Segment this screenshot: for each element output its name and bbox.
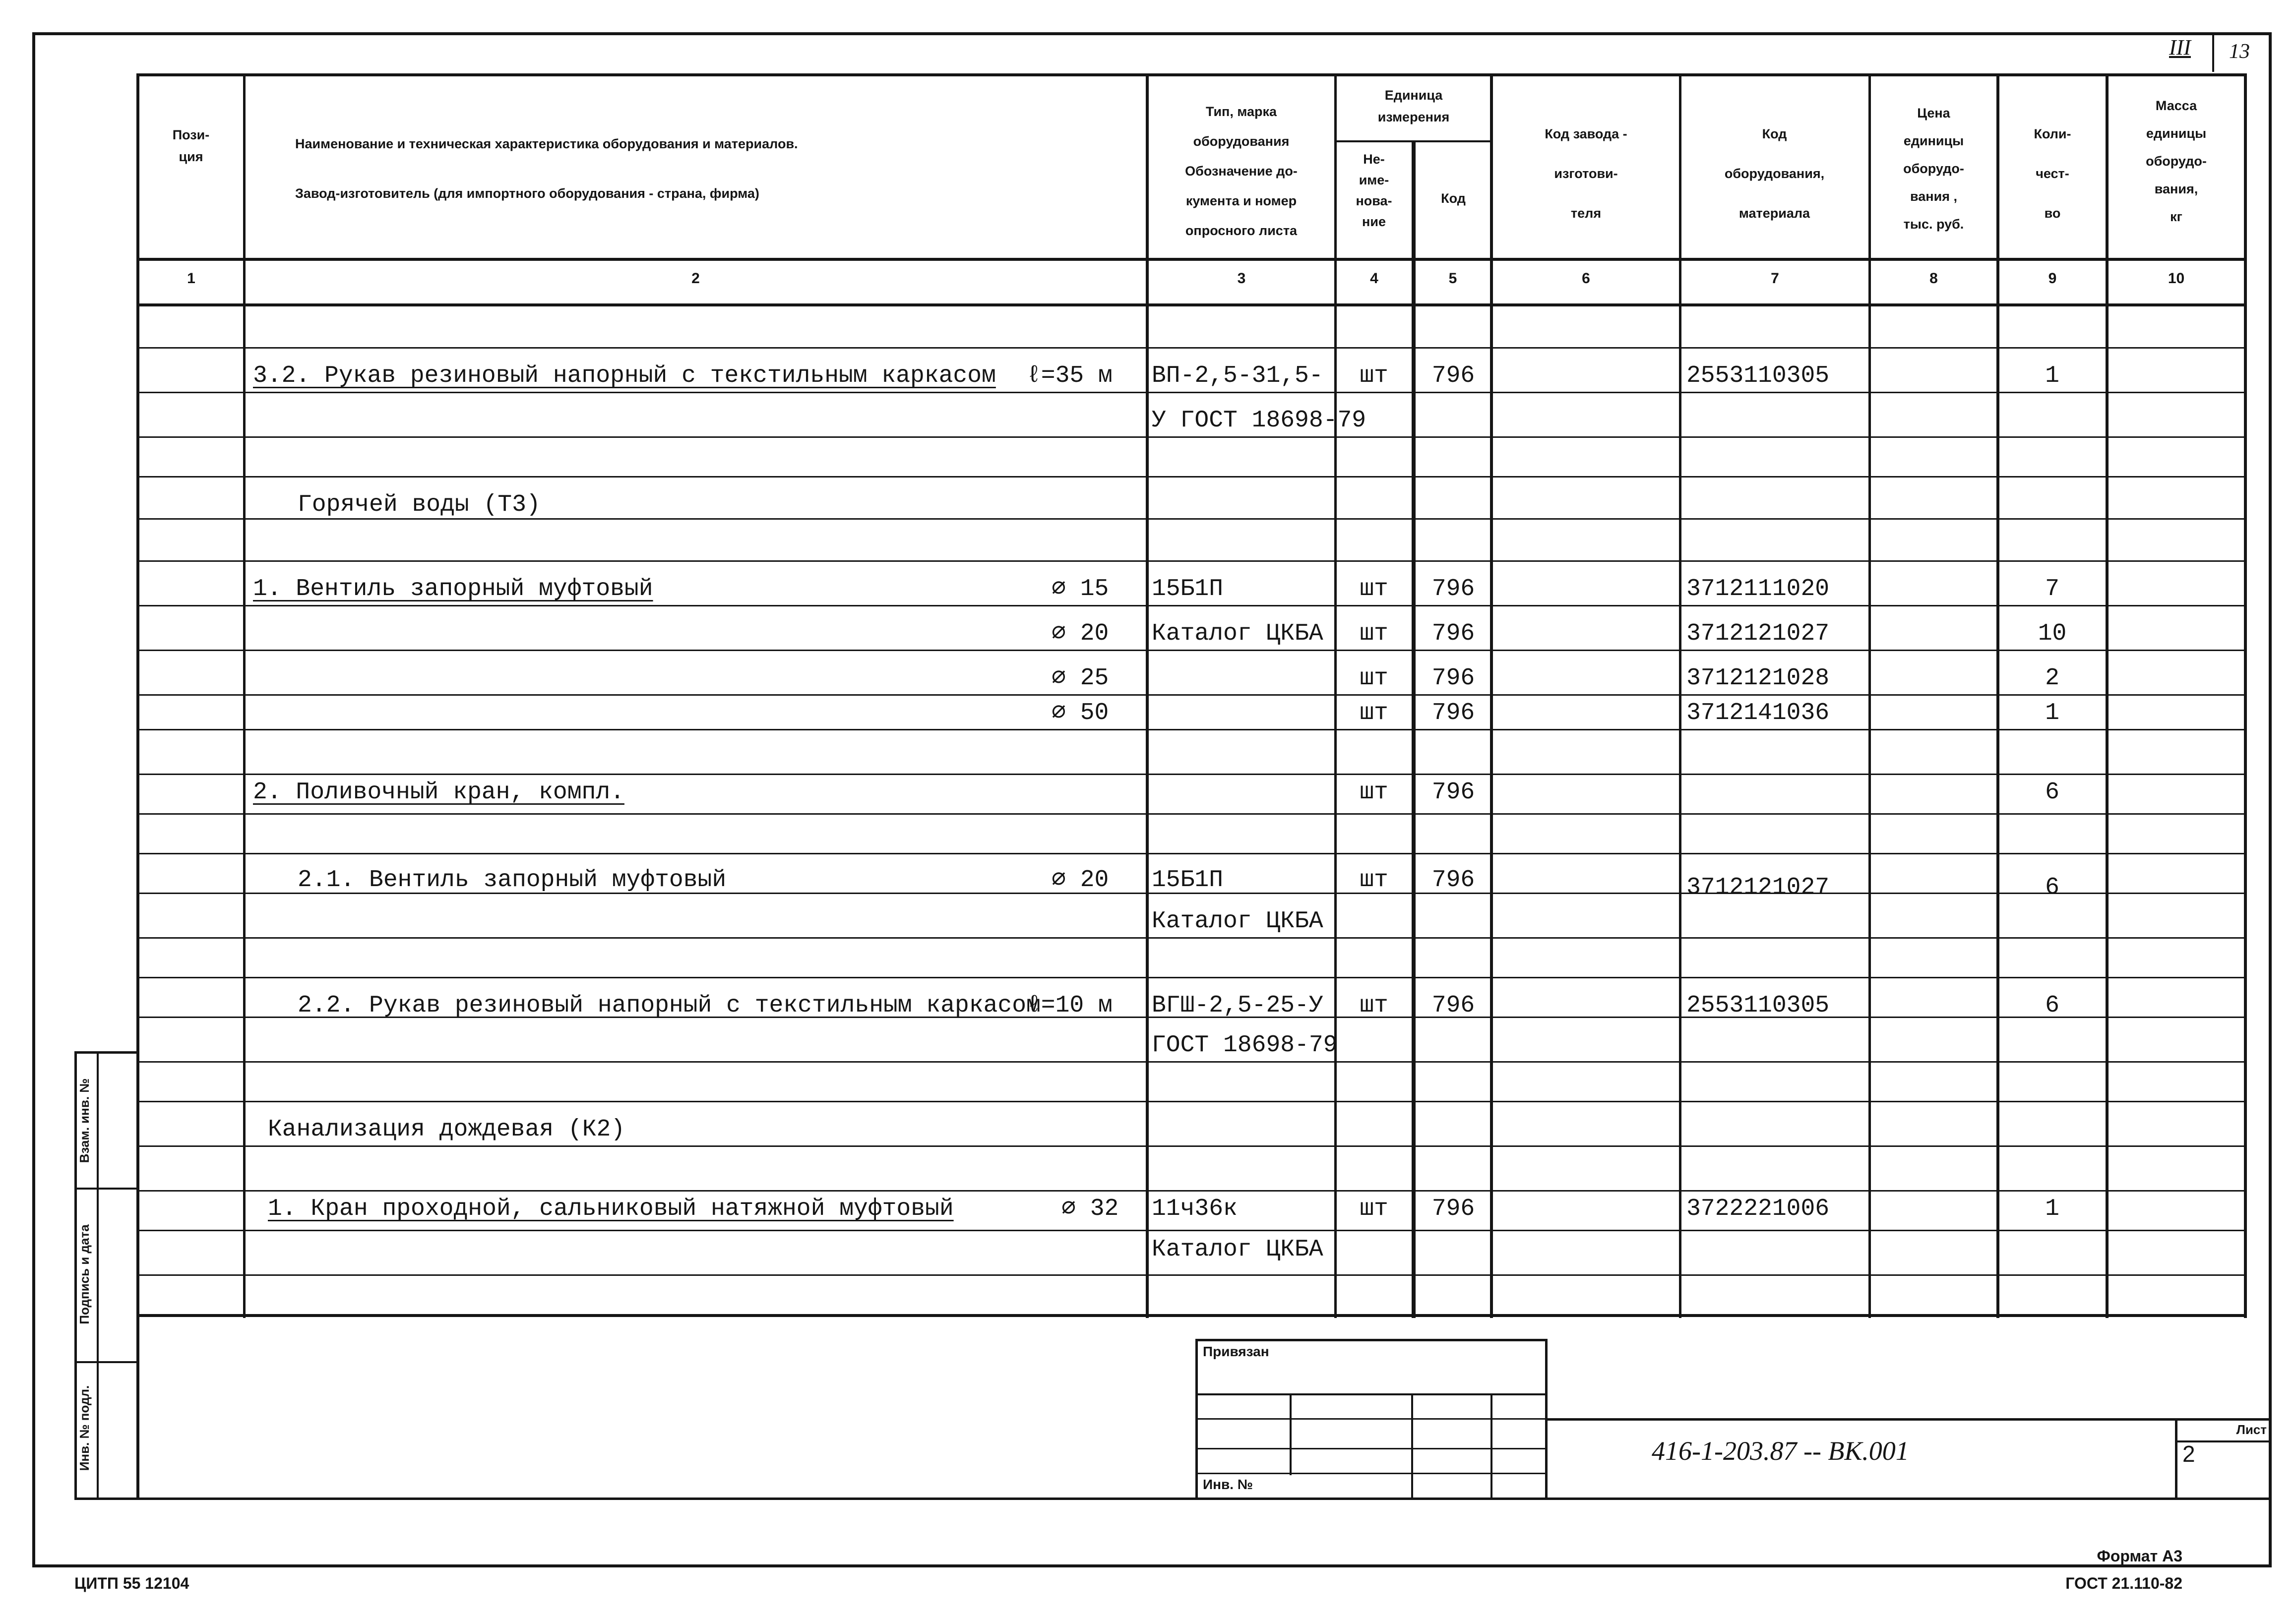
item-material-code: 3712121027	[1686, 874, 1830, 901]
item-name: 3.2. Рукав резиновый напорный с текстильным каркасом	[253, 362, 996, 389]
item-param: ⌀ 20	[1052, 867, 1109, 894]
sheet-label: Лист	[2236, 1422, 2267, 1437]
table-row	[0, 1192, 2296, 1236]
item-type: У ГОСТ 18698-79	[1152, 407, 1366, 434]
table-row	[0, 562, 2296, 606]
header-unit-title: Единица измерения	[1377, 88, 1450, 124]
footer-gost: ГОСТ 21.110-82	[2065, 1574, 2182, 1592]
item-unit-code: 796	[1431, 700, 1475, 726]
item-type: ГОСТ 18698-79	[1152, 1032, 1338, 1059]
table-row	[0, 606, 2296, 651]
privyazan-vline1	[1290, 1393, 1292, 1475]
table-row	[0, 478, 2296, 522]
item-param: ⌀ 32	[1061, 1196, 1119, 1222]
item-unit: шт	[1360, 992, 1388, 1019]
item-unit-code: 796	[1431, 867, 1475, 894]
item-material-code: 3712121028	[1686, 665, 1830, 692]
header-col5: Код	[1441, 191, 1466, 206]
item-type: 15Б1П	[1152, 867, 1224, 894]
side-stamp-inv-podl: Инв. № подл.	[77, 1385, 92, 1471]
item-material-code: 3712111020	[1686, 576, 1830, 602]
item-param: ⌀ 50	[1052, 700, 1109, 726]
colnum-5: 5	[1448, 270, 1457, 287]
footer-format: Формат А3	[2097, 1547, 2182, 1565]
sheet-value: 2	[2182, 1441, 2195, 1467]
item-quantity: 6	[2045, 874, 2059, 901]
colnum-9: 9	[2048, 270, 2057, 287]
privyazan-line3	[1195, 1448, 1548, 1449]
colnum-1: 1	[187, 270, 195, 287]
item-unit: шт	[1360, 362, 1388, 389]
item-unit: шт	[1360, 1196, 1388, 1222]
item-param: ⌀ 25	[1052, 665, 1109, 692]
item-unit-code: 796	[1431, 1196, 1475, 1222]
privyazan-label: Привязан	[1203, 1344, 1269, 1359]
item-unit-code: 796	[1431, 779, 1475, 806]
table-row	[0, 393, 2296, 438]
item-name: 2.2. Рукав резиновый напорный с текстильным каркасом	[298, 992, 1041, 1019]
item-material-code: 2553110305	[1686, 362, 1830, 389]
document-code: 416-1-203.87 -- ВК.001	[1652, 1436, 1909, 1466]
item-unit-code: 796	[1431, 992, 1475, 1019]
side-stamp-divider	[97, 1051, 99, 1500]
header-col8: Цена единицы оборудо- вания , тыс. руб.	[1903, 106, 1964, 232]
item-unit: шт	[1360, 620, 1388, 647]
table-row	[0, 853, 2296, 901]
item-name: 1. Кран проходной, сальниковый натяжной муфтовый	[268, 1196, 954, 1222]
frame-top	[32, 32, 2272, 35]
table-row	[0, 349, 2296, 393]
header-bottom-line	[136, 258, 2247, 261]
item-unit-code: 796	[1431, 620, 1475, 647]
item-type: ВП-2,5-31,5-	[1152, 362, 1323, 389]
colnum-6: 6	[1582, 270, 1590, 287]
item-param: ℓ=10 м	[1027, 992, 1113, 1019]
header-col1: Пози- ция	[172, 127, 210, 164]
header-col2: Наименование и техническая характеристика оборудования и материалов. Завод-изготовитель (для импортного оборудования - страна, фирма)	[295, 136, 798, 201]
colnum-8: 8	[1929, 270, 1938, 287]
item-name: 2.1. Вентиль запорный муфтовый	[298, 867, 727, 894]
item-material-code: 2553110305	[1686, 992, 1830, 1019]
header-col9: Коли- чест- во	[2034, 126, 2071, 221]
table-row	[0, 775, 2296, 820]
item-quantity: 10	[2038, 620, 2067, 647]
header-col7: Код оборудования, материала	[1724, 126, 1825, 221]
item-param: ℓ=35 м	[1027, 362, 1113, 389]
item-quantity: 2	[2045, 665, 2059, 692]
sheet-box-left	[2175, 1418, 2177, 1500]
item-unit: шт	[1360, 867, 1388, 894]
privyazan-vline3	[1490, 1393, 1492, 1500]
colnum-3: 3	[1237, 270, 1246, 287]
item-quantity: 7	[2045, 576, 2059, 602]
table-row	[0, 651, 2296, 696]
table-row	[0, 978, 2296, 1023]
item-param: ⌀ 15	[1052, 576, 1109, 602]
title-block-top	[1548, 1418, 2272, 1421]
colnum-7: 7	[1771, 270, 1779, 287]
item-unit: шт	[1360, 665, 1388, 692]
table-row	[0, 1018, 2296, 1063]
table-row	[0, 1102, 2296, 1147]
header-col6: Код завода - изготови- теля	[1545, 126, 1627, 221]
side-stamp-signature: Подпись и дата	[77, 1224, 92, 1324]
item-unit-code: 796	[1431, 665, 1475, 692]
item-type: 11ч36к	[1152, 1196, 1238, 1222]
table-row	[0, 696, 2296, 740]
privyazan-top	[1195, 1339, 1548, 1341]
frame-bottom	[32, 1564, 2272, 1567]
item-type: Каталог ЦКБА	[1152, 1236, 1323, 1263]
item-quantity: 6	[2045, 779, 2059, 806]
table-row	[0, 1232, 2296, 1277]
item-type: Каталог ЦКБА	[1152, 908, 1323, 935]
item-quantity: 1	[2045, 1196, 2059, 1222]
side-stamp-bottom	[74, 1497, 139, 1500]
stamp-bottom-line	[136, 1497, 2269, 1500]
footer-left: ЦИТП 55 12104	[74, 1574, 189, 1592]
header-col10: Масса единицы оборудо- вания, кг	[2146, 98, 2207, 224]
side-stamp-vzam: Взам. инв. №	[77, 1078, 92, 1163]
item-unit: шт	[1360, 576, 1388, 602]
item-material-code: 3712141036	[1686, 700, 1830, 726]
section-title: Канализация дождевая (К2)	[268, 1116, 625, 1143]
item-material-code: 3722221006	[1686, 1196, 1830, 1222]
privyazan-line4	[1195, 1473, 1548, 1474]
item-quantity: 1	[2045, 700, 2059, 726]
table-top-line	[136, 73, 2247, 76]
item-param: ⌀ 20	[1052, 620, 1109, 647]
table-bottom-line	[136, 1314, 2247, 1317]
item-material-code: 3712121027	[1686, 620, 1830, 647]
item-type: 15Б1П	[1152, 576, 1224, 602]
sheet-number-top: III	[2169, 35, 2191, 60]
item-name: 1. Вентиль запорный муфтовый	[253, 576, 653, 602]
stamp-left-line	[136, 1314, 139, 1500]
item-unit-code: 796	[1431, 362, 1475, 389]
item-unit-code: 796	[1431, 576, 1475, 602]
colnum-2: 2	[691, 270, 700, 287]
item-type: ВГШ-2,5-25-У	[1152, 992, 1323, 1019]
section-title: Горячей воды (Т3)	[298, 491, 541, 518]
item-name: 2. Поливочный кран, компл.	[253, 779, 624, 806]
table-row	[0, 894, 2296, 939]
item-unit: шт	[1360, 779, 1388, 806]
header-col3: Тип, марка оборудования Обозначение до- кумента и номер опросного листа	[1185, 104, 1298, 238]
colnum-10: 10	[2168, 270, 2185, 287]
privyazan-vline2	[1411, 1393, 1413, 1500]
page-number-divider	[2212, 35, 2214, 72]
inv-no-label: Инв. №	[1203, 1477, 1253, 1492]
header-col4: Не- име- нова- ние	[1356, 152, 1392, 229]
item-type: Каталог ЦКБА	[1152, 620, 1323, 647]
item-unit: шт	[1360, 700, 1388, 726]
privyazan-line1	[1195, 1393, 1548, 1395]
colnum-4: 4	[1370, 270, 1378, 287]
item-quantity: 6	[2045, 992, 2059, 1019]
item-quantity: 1	[2045, 362, 2059, 389]
page-number-top: 13	[2229, 40, 2250, 63]
colnum-bottom-line	[136, 303, 2247, 306]
privyazan-line2	[1195, 1418, 1548, 1420]
